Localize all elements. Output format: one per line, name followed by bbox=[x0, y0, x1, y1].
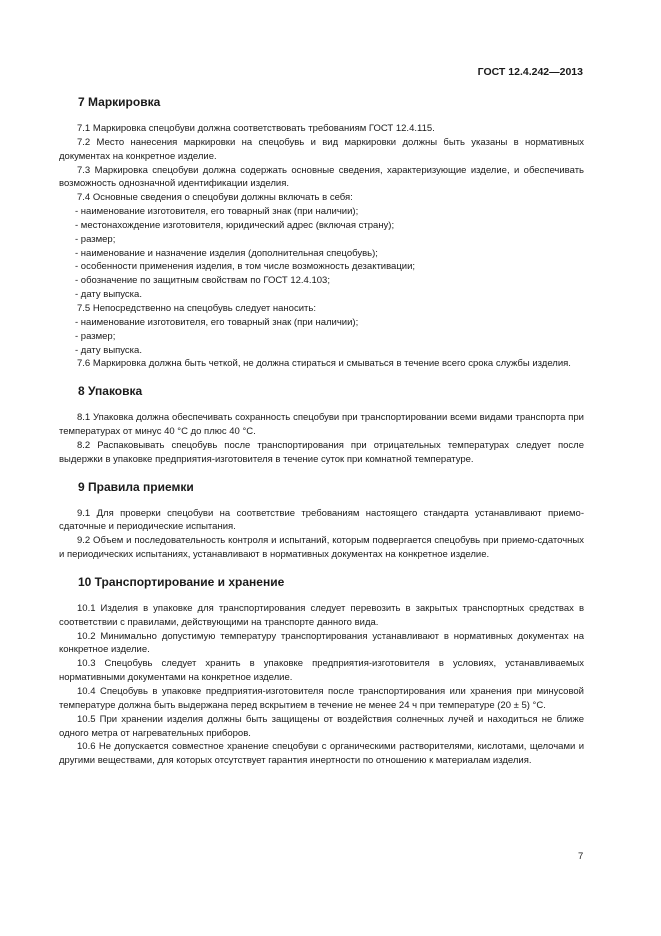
list-item: - размер; bbox=[75, 330, 116, 342]
clause-paragraph: 8.2 Распаковывать спецобувь после транспортирования при отрицательных температурах следует после выдержки в упаковке предприятия-изготовителя в течение суток при комнатной температуре. bbox=[59, 439, 584, 465]
section-title: 9 Правила приемки bbox=[78, 479, 194, 494]
list-item: - дату выпуска. bbox=[75, 344, 142, 356]
section-7 bbox=[59, 95, 584, 371]
list-item: - размер; bbox=[75, 233, 116, 245]
clause-paragraph: 10.5 При хранении изделия должны быть защищены от воздействия солнечных лучей и находиться не ближе одного метра от нагревательных приборов. bbox=[59, 713, 584, 739]
clause-paragraph: 10.2 Минимально допустимую температуру транспортирования устанавливают в нормативных документах на конкретное изделие. bbox=[59, 630, 584, 656]
clause-paragraph: 10.1 Изделия в упаковке для транспортирования следует перевозить в закрытых транспортных средствах в соответствии с правилами, действующими на транспорте данного вида. bbox=[59, 602, 584, 628]
list-item: - наименование и назначение изделия (дополнительная спецобувь); bbox=[75, 247, 378, 259]
standard-code-header: ГОСТ 12.4.242—2013 bbox=[477, 66, 583, 78]
section-title: 10 Транспортирование и хранение bbox=[78, 574, 285, 589]
section-title: 8 Упаковка bbox=[78, 384, 143, 399]
clause-paragraph: 9.1 Для проверки спецобуви на соответствие требованиям настоящего стандарта устанавливают приемо-сдаточные и периодические испытания. bbox=[59, 507, 584, 533]
section-title: 7 Маркировка bbox=[78, 95, 161, 109]
clause-paragraph: 7.2 Место нанесения маркировки на спецобувь и вид маркировки должны быть указаны в нормативных документах на конкретное изделие. bbox=[59, 136, 584, 162]
section-8 bbox=[59, 384, 584, 466]
document-body bbox=[59, 95, 584, 781]
clause-paragraph: 7.1 Маркировка спецобуви должна соответствовать требованиям ГОСТ 12.4.115. bbox=[77, 123, 435, 134]
section-10 bbox=[59, 575, 584, 768]
list-item: - наименование изготовителя, его товарный знак (при наличии); bbox=[75, 206, 359, 218]
clause-paragraph: 10.4 Спецобувь в упаковке предприятия-изготовителя после транспортирования или хранения при минусовой температуре должна быть выдержана перед вскрытием в течение не менее 24 ч при температуре (20 ± 5) °С. bbox=[59, 686, 584, 711]
clause-paragraph: 7.5 Непосредственно на спецобувь следует наносить: bbox=[77, 302, 316, 314]
list-item: - обозначение по защитным свойствам по ГОСТ 12.4.103; bbox=[75, 275, 330, 287]
section-9 bbox=[59, 480, 584, 562]
list-item: - наименование изготовителя, его товарный знак (при наличии); bbox=[75, 316, 359, 328]
list-item: - дату выпуска. bbox=[75, 289, 142, 301]
clause-paragraph: 9.2 Объем и последовательность контроля и испытаний, которым подвергается спецобувь при приемо-сдаточных и периодических испытаниях, устанавливают в нормативных документах на конкретное изделие. bbox=[59, 535, 584, 561]
clause-paragraph: 7.4 Основные сведения о спецобуви должны включать в себя: bbox=[77, 192, 353, 204]
list-item: - местонахождение изготовителя, юридический адрес (включая страну); bbox=[75, 219, 395, 231]
clause-paragraph: 10.3 Спецобувь следует хранить в упаковке предприятия-изготовителя в условиях, устанавливаемых нормативными документами на конкретное изделие. bbox=[59, 658, 584, 684]
clause-paragraph: 7.3 Маркировка спецобуви должна содержать основные сведения, характеризующие изделие, и обеспечивать возможность однозначной идентификации изделия. bbox=[59, 164, 584, 190]
list-item: - особенности применения изделия, в том числе возможность дезактивации; bbox=[75, 261, 416, 273]
clause-paragraph: 10.6 Не допускается совместное хранение спецобуви с органическими растворителями, кислотами, щелочами и другими веществами, для которых отсутствует гарантия инертности по отношению к материалам изделия. bbox=[59, 741, 584, 767]
clause-paragraph: 7.6 Маркировка должна быть четкой, не должна стираться и смываться в течение всего срока службы изделия. bbox=[77, 358, 571, 370]
clause-paragraph: 8.1 Упаковка должна обеспечивать сохранность спецобуви при транспортировании всеми видами транспорта при температурах от минус 40 °С до плюс 40 °С. bbox=[59, 412, 584, 438]
page-number: 7 bbox=[578, 851, 584, 862]
